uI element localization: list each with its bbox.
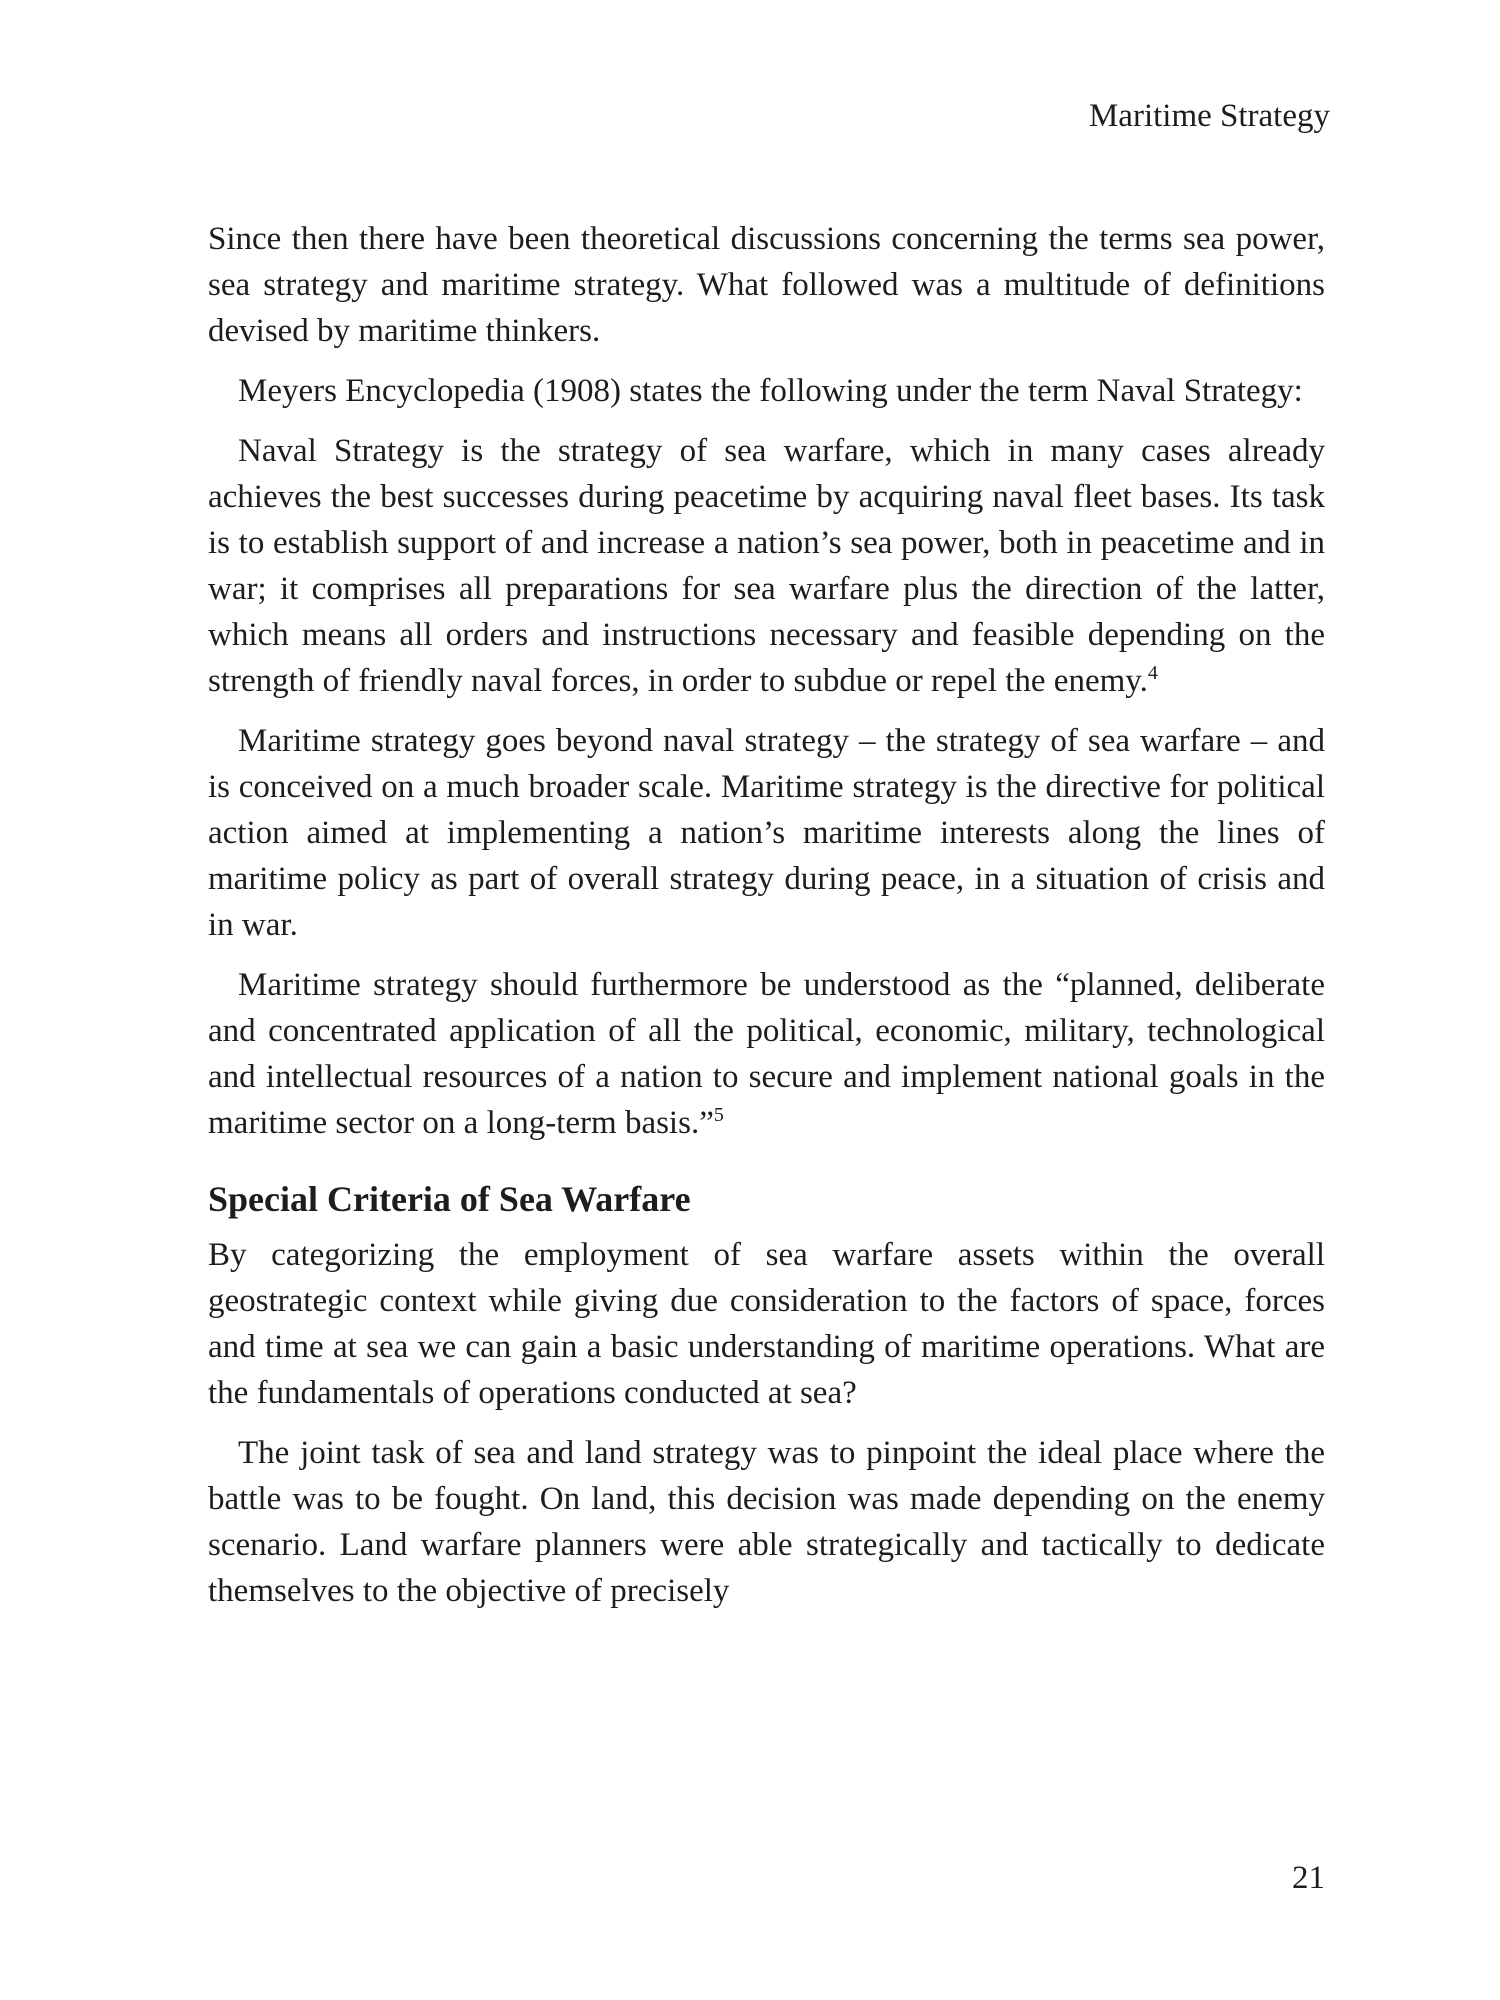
footnote-ref-4[interactable]: 4	[1147, 662, 1158, 684]
paragraph-2-text: Meyers Encyclopedia (1908) states the following under the term Naval Strategy:	[238, 373, 1303, 409]
paragraph-1	[208, 216, 1325, 354]
body-text	[208, 216, 1325, 1628]
paragraph-1-text: Since then there have been theoretical discussions concerning the terms sea power, sea strategy and maritime strategy. What followed was a multitude of definitions devised by maritime thinkers.	[208, 221, 1325, 349]
page-number: 21	[1292, 1860, 1325, 1896]
section-paragraph-2	[208, 1430, 1325, 1614]
paragraph-5-text: Maritime strategy should furthermore be understood as the “planned, deliberate and concentrated application of all the political, economic, military, technological and intellectual resources of a nation to secure and implement national goals in the maritime sector on a long-term basis.”	[208, 967, 1325, 1141]
quote-paragraph-text: Naval Strategy is the strategy of sea warfare, which in many cases already achieves the best successes during peacetime by acquiring naval fleet bases. Its task is to establish support of and increase a nation’s sea power, both in peacetime and in war; it comprises all preparations for sea warfare plus the direction of the latter, which means all orders and instructions necessary and feasible depending on the strength of friendly naval forces, in order to subdue or repel the enemy.	[208, 433, 1325, 699]
running-header: Maritime Strategy	[1088, 98, 1330, 134]
section-paragraph-1-text: By categorizing the employment of sea warfare assets within the overall geostrategic context while giving due consideration to the factors of space, forces and time at sea we can gain a basic understanding of maritime operations. What are the fundamentals of operations conducted at sea?	[208, 1237, 1325, 1411]
paragraph-4	[208, 718, 1325, 948]
paragraph-5	[208, 962, 1325, 1146]
paragraph-4-text: Maritime strategy goes beyond naval strategy – the strategy of sea warfare – and is conceived on a much broader scale. Maritime strategy is the directive for political action aimed at implementing a nation’s maritime interests along the lines of maritime policy as part of overall strategy during peace, in a situation of crisis and in war.	[208, 723, 1325, 943]
section-paragraph-1	[208, 1232, 1325, 1416]
paragraph-2	[208, 368, 1325, 414]
section-heading: Special Criteria of Sea Warfare	[208, 1179, 691, 1219]
quote-paragraph	[208, 428, 1325, 704]
footnote-ref-5[interactable]: 5	[713, 1104, 724, 1126]
section-paragraph-2-text: The joint task of sea and land strategy was to pinpoint the ideal place where the battle was to be fought. On land, this decision was made depending on the enemy scenario. Land warfare planners were able strategically and tactically to dedicate themselves to the objective of precisely	[208, 1435, 1325, 1609]
